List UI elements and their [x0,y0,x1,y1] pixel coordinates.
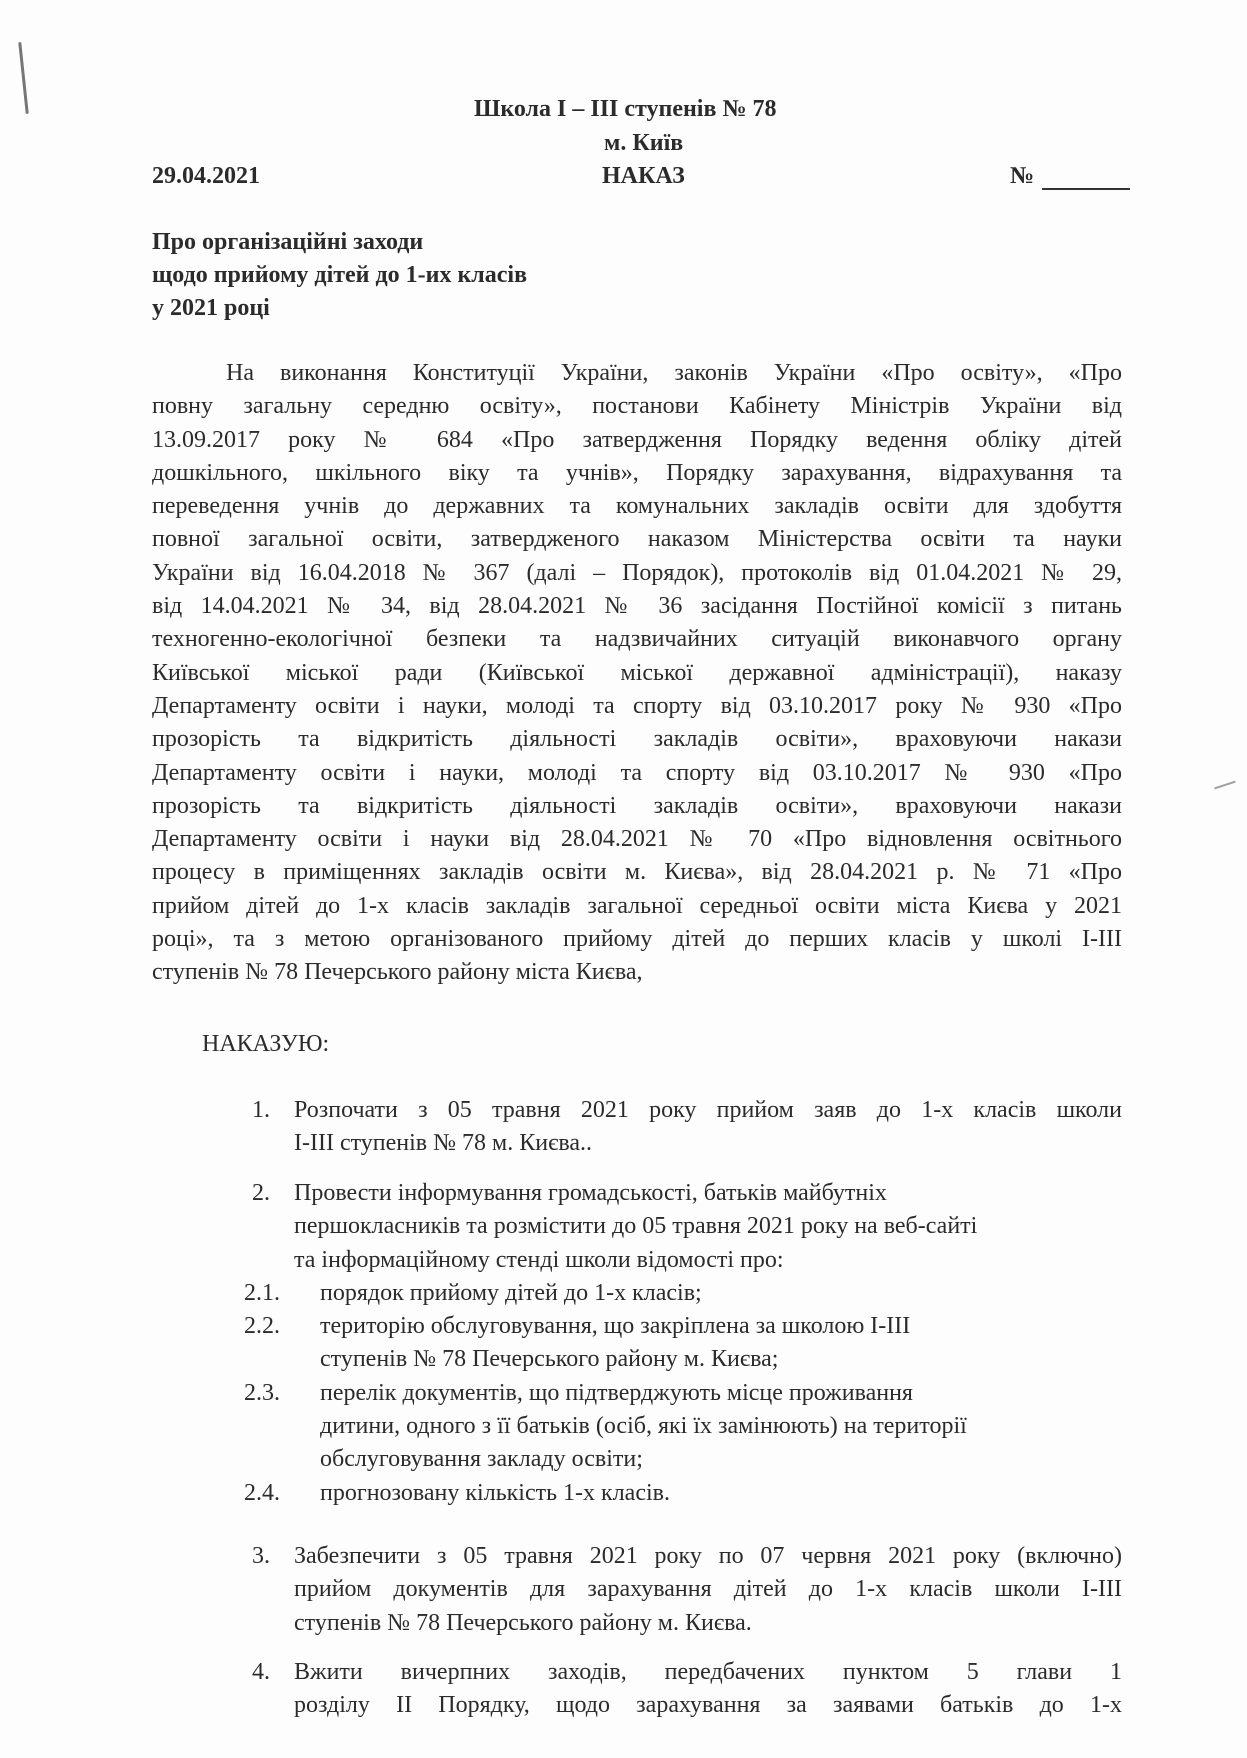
item-line: Вжити вичерпних заходів, передбачених пунктом 5 глави 1 [294,1659,1122,1685]
preamble-line: дошкільного, шкільного віку та учнів», Порядку зарахування, відрахування та [152,459,1122,486]
item-line: першокласників та розмістити до 05 травня 2021 року на веб-сайті [294,1213,978,1240]
preamble-line: 13.09.2017 року № 684 «Про затвердження Порядку ведення обліку дітей [152,426,1122,453]
document-type: НАКАЗ [602,163,685,189]
preamble-line: році», та з метою організованого прийому дітей до перших класів у школі І-ІІІ [152,926,1122,953]
preamble-line: переведення учнів до державних та комунальних закладів освіти для здобуття [152,493,1122,520]
preamble-line: від 14.04.2021 № 34, від 28.04.2021 № 36 засідання Постійної комісії з питань [152,593,1122,620]
preamble-line: Департаменту освіти і науки, молоді та спорту від 03.10.2017 року № 930 «Про [152,692,1122,719]
preamble-line: техногенно-екологічної безпеки та надзвичайних ситуацій виконавчого органу [152,626,1122,653]
subitem-number: 2.1. [244,1279,280,1306]
item-line: прийом документів для зарахування дітей до 1-х класів школи І-ІІІ [294,1576,1122,1603]
preamble-line: повної загальної освіти, затвердженого наказом Міністерства освіти та науки [152,526,1122,553]
order-item-4 [252,1656,1122,1723]
item-number: 4. [252,1659,270,1685]
subitem-number: 2.2. [244,1313,280,1340]
school-name: Школа І – ІІІ ступенів № 78 [474,96,777,122]
subitem-line: прогнозовану кількість 1-х класів. [320,1479,670,1506]
order-item-3 [252,1540,1122,1640]
order-heading: НАКАЗУЮ: [202,1031,330,1057]
subject-line: Про організаційні заходи [152,229,424,255]
subitem-2-4 [244,1477,1122,1510]
item-line: ступенів № 78 Печерського району м. Києва. [294,1609,752,1636]
order-subject [152,226,527,325]
order-number [1010,163,1130,190]
subitem-line: територію обслуговування, що закріплена за школою І-ІІІ [320,1313,911,1340]
preamble-line: Департаменту освіти і науки, молоді та спорту від 03.10.2017 № 930 «Про [152,759,1122,786]
subitem-line: порядок прийому дітей до 1-х класів; [320,1279,702,1306]
item-line: Забезпечити з 05 травня 2021 року по 07 червня 2021 року (включно) [294,1543,1122,1569]
subitem-line: ступенів № 78 Печерського району м. Києва; [320,1346,779,1373]
subject-line: у 2021 році [152,295,270,321]
preamble-line: процесу в приміщеннях закладів освіти м. Києва», від 28.04.2021 р. № 71 «Про [152,859,1122,886]
city: м. Київ [604,130,684,156]
subitem-line: перелік документів, що підтверджують місце проживання [320,1379,913,1406]
preamble-paragraph [152,357,1122,990]
order-number-label: № [1010,163,1035,189]
subitem-number: 2.4. [244,1479,280,1506]
item-line: розділу ІІ Порядку, щодо зарахування за заявами батьків до 1-х [294,1692,1122,1719]
subitem-line: дитини, одного з її батьків (осіб, які їх замінюють) на території [320,1413,967,1440]
item-number: 2. [252,1180,270,1206]
item-line: І-ІІІ ступенів № 78 м. Києва.. [294,1130,593,1157]
item-number: 1. [252,1097,270,1123]
order-item-1 [252,1094,1122,1161]
preamble-line: повну загальну середню освіту», постанови Кабінету Міністрів України від [152,393,1122,420]
preamble-line: Департаменту освіти і науки від 28.04.2021 № 70 «Про відновлення освітнього [152,826,1122,853]
order-date: 29.04.2021 [152,163,260,189]
item-number: 3. [252,1543,270,1569]
order-number-blank [1042,166,1130,190]
preamble-line: ступенів № 78 Печерського району міста Києва, [152,959,643,986]
item-line: та інформаційному стенді школи відомості про: [294,1246,784,1273]
preamble-line: Київської міської ради (Київської міської державної адміністрації), наказу [152,659,1122,686]
preamble-line: України від 16.04.2018 № 367 (далі – Порядок), протоколів від 01.04.2021 № 29, [152,559,1122,586]
scan-artifact-mark [1214,781,1236,790]
preamble-line: прозорість та відкритість діяльності закладів освіти», враховуючи накази [152,726,1122,753]
scan-artifact-mark [18,42,29,114]
subject-line: щодо прийому дітей до 1-их класів [152,262,528,288]
item-line: Розпочати з 05 травня 2021 року прийом заяв до 1-х класів школи [294,1097,1122,1123]
subitem-2-1 [244,1277,1122,1310]
subitem-2-2 [244,1310,1122,1377]
preamble-line: прийом дітей до 1-х класів закладів загальної середньої освіти міста Києва у 2021 [152,892,1122,919]
preamble-line: На виконання Конституції України, законів України «Про освіту», «Про [226,360,1122,386]
subitem-line: обслуговування закладу освіти; [320,1446,643,1473]
preamble-line: прозорість та відкритість діяльності закладів освіти», враховуючи накази [152,792,1122,819]
order-item-2 [244,1177,1122,1510]
subitem-2-3 [244,1377,1122,1477]
subitem-number: 2.3. [244,1379,280,1406]
item-line: Провести інформування громадськості, батьків майбутніх [294,1180,887,1206]
